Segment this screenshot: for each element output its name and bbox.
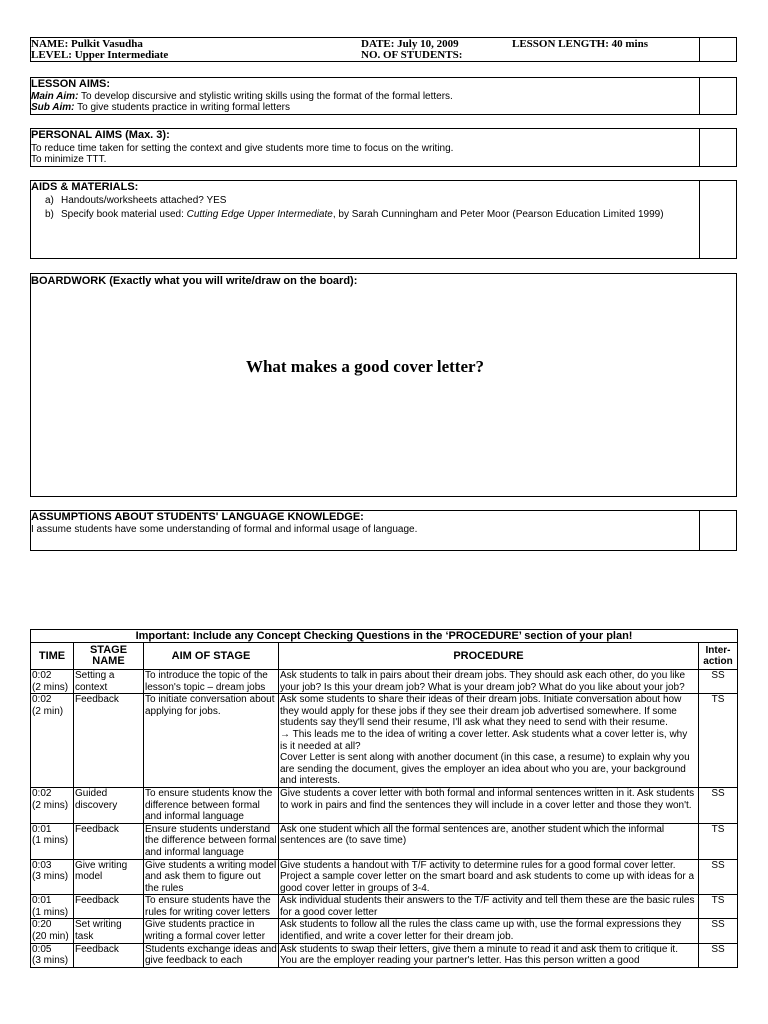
row-time: 0:02 (2 min) — [31, 694, 74, 788]
row-stage-name: Feedback — [74, 823, 144, 859]
lesson-aims-heading: LESSON AIMS: — [31, 78, 111, 90]
sub-aim — [31, 102, 290, 114]
procedure-banner: Important: Include any Concept Checking Questions in the ‘PROCEDURE’ section of your plan! — [31, 630, 738, 643]
lesson-aims-box — [30, 77, 737, 115]
col-procedure: PROCEDURE — [279, 643, 699, 670]
aids-materials-box — [30, 180, 737, 259]
row-time: 0:03 (3 mins) — [31, 859, 74, 895]
aids-item-b-text — [61, 209, 664, 221]
aids-item-b-label: b) — [45, 208, 54, 220]
boardwork-text: What makes a good cover letter? — [245, 357, 485, 376]
row-stage-name: Give writing model — [74, 859, 144, 895]
row-aim: Give students practice in writing a formal cover letter — [144, 919, 279, 943]
col-stage-name: STAGE NAME — [74, 643, 144, 670]
sub-aim-text: To give students practice in writing formal letters — [74, 102, 290, 113]
row-stage-name: Setting a context — [74, 670, 144, 694]
table-row — [31, 694, 738, 788]
personal-aims-heading: PERSONAL AIMS (Max. 3): — [31, 129, 170, 141]
col-interaction: Inter-action — [699, 643, 738, 670]
row-interaction: TS — [699, 895, 738, 919]
col-aim-of-stage: AIM OF STAGE — [144, 643, 279, 670]
table-row — [31, 895, 738, 919]
table-row — [31, 943, 738, 967]
personal-aims-box — [30, 128, 737, 167]
row-aim: To introduce the topic of the lesson's topic – dream jobs — [144, 670, 279, 694]
table-row — [31, 787, 738, 823]
number-of-students: NO. OF STUDENTS: — [361, 49, 463, 61]
row-procedure: Ask some students to share their ideas of their dream jobs. Initiate conversation about how they would apply for these jobs if they see their dream job advertised somewhere. If some students say they'll send their resume, I'll ask what they need to send with their resume. → This leads me to the idea of writing a cover letter. Ask students what a cover letter is, why is it needed at all? Cover Letter is sent along with another document (in this case, a resume) to explain why you are sending the document, gives the employer an idea about who you are, your background and interests. — [279, 694, 699, 788]
row-time: 0:01 (1 mins) — [31, 823, 74, 859]
row-aim: To ensure students have the rules for writing cover letters — [144, 895, 279, 919]
aids-item-a-label: a) — [45, 195, 54, 206]
row-procedure: Ask students to talk in pairs about their dream jobs. They should ask each other, do you like your job? Is this your dream job? What is your dream job? What do you like about your job? — [279, 670, 699, 694]
personal-aim-2: To minimize TTT. — [31, 154, 107, 165]
row-aim: To initiate conversation about applying for jobs. — [144, 694, 279, 788]
aids-heading: AIDS & MATERIALS: — [31, 181, 139, 193]
row-procedure: Ask students to follow all the rules the class came up with, use the formal expressions they identified, and write a cover letter for their dream job. — [279, 919, 699, 943]
row-procedure: Ask one student which all the formal sentences are, another student which the informal sentences are (to save time) — [279, 823, 699, 859]
row-aim: Give students a writing model and ask them to figure out the rules — [144, 859, 279, 895]
lesson-length: LESSON LENGTH: 40 mins — [512, 38, 649, 50]
aids-item-a-text: Handouts/worksheets attached? YES — [61, 195, 227, 206]
row-interaction: SS — [699, 670, 738, 694]
row-interaction: SS — [699, 787, 738, 823]
row-stage-name: Feedback — [74, 943, 144, 967]
header-box — [30, 37, 737, 62]
aids-list — [45, 195, 695, 220]
row-interaction: TS — [699, 823, 738, 859]
aids-item-a — [45, 195, 695, 207]
row-interaction: SS — [699, 859, 738, 895]
row-stage-name: Feedback — [74, 694, 144, 788]
row-procedure: Ask students to swap their letters, give them a minute to read it and ask them to critique it. You are the employer reading your partner's letter. Has this person written a good — [279, 943, 699, 967]
row-interaction: SS — [699, 919, 738, 943]
book-title: Cutting Edge Upper Intermediate — [186, 208, 333, 220]
level: LEVEL: Upper Intermediate — [31, 49, 169, 61]
row-aim: To ensure students know the difference between formal and informal language — [144, 787, 279, 823]
row-aim: Ensure students understand the difference between formal and informal language — [145, 823, 277, 858]
sub-aim-label: Sub Aim: — [31, 102, 75, 113]
procedure-rows — [31, 670, 738, 968]
table-row — [31, 670, 738, 694]
row-interaction: TS — [699, 694, 738, 788]
aids-item-b-suffix: , by Sarah Cunningham and Peter Moor (Pearson Education Limited 1999) — [332, 208, 664, 220]
table-row — [31, 919, 738, 943]
row-aim: Students exchange ideas and give feedback to each — [145, 943, 277, 967]
assumptions-text: I assume students have some understanding of formal and informal usage of language. — [31, 524, 418, 535]
main-aim-label: Main Aim: — [31, 91, 79, 102]
date: DATE: July 10, 2009 — [361, 38, 459, 50]
teacher-name: NAME: Pulkit Vasudha — [31, 38, 143, 50]
procedure-table — [30, 629, 738, 968]
row-procedure: Ask individual students their answers to the T/F activity and tell them these are the basic rules for a good cover letter — [279, 895, 699, 919]
boardwork-heading: BOARDWORK (Exactly what you will write/draw on the board): — [31, 275, 358, 287]
row-procedure: Give students a cover letter with both formal and informal sentences written in it. Ask students to work in pairs and find the sentences they will include in a cover letter and those they won't. — [279, 787, 699, 823]
assumptions-box — [30, 510, 737, 551]
row-stage-name: Guided discovery — [74, 787, 144, 823]
row-time: 0:01 (1 mins) — [31, 895, 74, 919]
aids-item-b-prefix: Specify book material used: — [61, 208, 187, 220]
table-row — [31, 823, 738, 859]
assumptions-heading: ASSUMPTIONS ABOUT STUDENTS' LANGUAGE KNOWLEDGE: — [31, 511, 364, 523]
personal-aim-1: To reduce time taken for setting the context and give students more time to focus on the writing. — [31, 143, 454, 154]
row-stage-name: Feedback — [74, 895, 144, 919]
row-procedure: Give students a handout with T/F activity to determine rules for a good formal cover letter. Project a sample cover letter on the smart board and ask students to come up with ideas for a good cover letter in groups of 3-4. — [279, 859, 699, 895]
row-time: 0:02 (2 mins) — [31, 670, 74, 694]
row-time: 0:05 (3 mins) — [31, 943, 74, 967]
row-interaction: SS — [699, 943, 738, 967]
row-time: 0:02 (2 mins) — [31, 787, 74, 823]
col-time: TIME — [31, 643, 74, 670]
main-aim-text: To develop discursive and stylistic writing skills using the format of the formal letters. — [78, 91, 453, 102]
row-stage-name: Set writing task — [74, 919, 144, 943]
aids-item-b — [45, 209, 695, 221]
main-aim — [31, 91, 453, 103]
boardwork-box — [30, 273, 737, 497]
row-time: 0:20 (20 min) — [31, 919, 74, 943]
table-row — [31, 859, 738, 895]
